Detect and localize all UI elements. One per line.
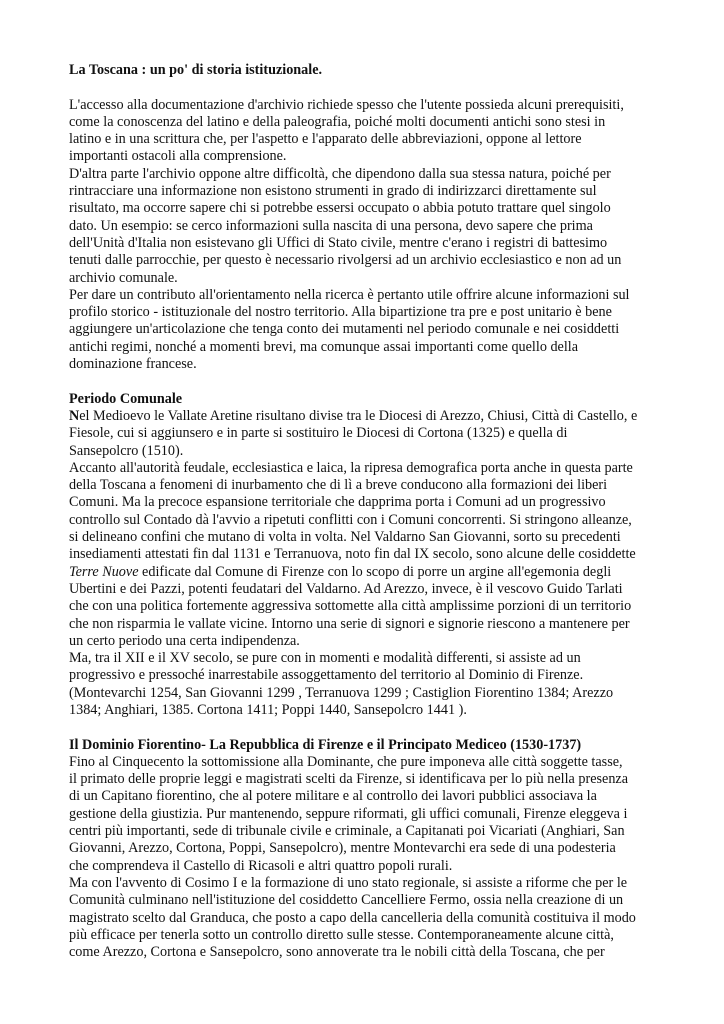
text-line: più efficace per tenerla sotto un controllo diretto sulle stesse. Contemporaneamente alcune città,: [69, 926, 614, 943]
drop-initial: N: [69, 407, 80, 424]
text-line: Per dare un contributo all'orientamento nella ricerca è pertanto utile offrire alcune informazioni sul: [69, 286, 630, 303]
text-line: gestione della giustizia. Pur mantenendo, seppure riformati, gli uffici comunali, Firenze eleggeva i: [69, 805, 628, 822]
paragraph-spacer: [69, 373, 669, 390]
text-line: Accanto all'autorità feudale, ecclesiastica e laica, la ripresa demografica porta anche in questa parte: [69, 459, 633, 476]
text-line: Fiesole, cui si aggiunsero e in parte si sostituiro le Diocesi di Cortona (1325) e quella di: [69, 425, 568, 442]
text-line: latino e in una scrittura che, per l'aspetto e l'apparato delle abbreviazioni, oppone al lettore: [69, 131, 582, 148]
text-line: antichi regimi, nonché a momenti brevi, ma comunque assai importanti come quello della: [69, 338, 579, 355]
text-line: [69, 408, 669, 425]
text-line: Ubertini e dei Pazzi, potenti feudatari del Valdarno. Ad Arezzo, invece, è il vescovo Guido Tarlati: [69, 580, 623, 597]
text-line: un certo periodo una certa indipendenza.: [69, 632, 300, 649]
text-line: Ma con l'avvento di Cosimo I e la formazione di uno stato regionale, si assiste a riforme che per le: [69, 874, 628, 891]
text-line: Comuni. Ma la precoce espansione territoriale che dapprima porta i Comuni ad un progressivo: [69, 494, 606, 511]
document-title: La Toscana : un po' di storia istituzionale.: [69, 62, 323, 78]
paragraph-spacer: [69, 719, 669, 736]
text-line: dominazione francese.: [69, 356, 197, 373]
dominio-section: [69, 737, 669, 962]
text-line: aggiungere un'articolazione che tenga conto dei mutamenti nel periodo comunale e nei cosiddetti: [69, 321, 620, 338]
text-line: centri più importanti, sede di tribunale civile e criminale, a Capitanati poi Vicariati (Anghiari, San: [69, 823, 625, 840]
text-line: della Toscana a fenomeni di inurbamento che di lì a breve conducono alla formazioni dei liberi: [69, 477, 608, 494]
text-line: Fino al Cinquecento la sottomissione alla Dominante, che pure imponeva alle città soggette tasse,: [69, 753, 623, 770]
text-line: insediamenti attestati fin dal 1131 e Terranuova, noto fin dal IX secolo, sono alcune delle cosiddette: [69, 546, 636, 563]
italic-term: Terre Nuove: [69, 563, 139, 580]
text-line: dell'Unità d'Italia non esistevano gli Uffici di Stato civile, mentre c'erano i registri di battesimo: [69, 234, 608, 251]
text-line: D'altra parte l'archivio oppone altre difficoltà, che dipendono dalla sua stessa natura, poiché per: [69, 165, 611, 182]
text-line: importanti ostacoli alla comprensione.: [69, 148, 287, 165]
text-line: controllo sul Contado dà l'avvio a ripetuti conflitti con i Comuni concorrenti. Si stringono alleanze,: [69, 511, 632, 528]
text-line: Ma, tra il XII e il XV secolo, se pure con in momenti e modalità differenti, si assiste ad un: [69, 650, 581, 667]
text-line: dato. Un esempio: se cerco informazioni sulla nascita di una persona, devo sapere che prima: [69, 217, 593, 234]
text-line: (Montevarchi 1254, San Giovanni 1299 , Terranuova 1299 ; Castiglion Fiorentino 1384; Arezzo: [69, 684, 614, 701]
text-line: Sansepolcro (1510).: [69, 442, 184, 459]
text-line: Comunità culminano nell'istituzione del cosiddetto Cancelliere Fermo, ossia nella creazione di un: [69, 892, 624, 909]
text-line: magistrato scelto dal Granduca, che posto a capo della cancelleria della comunità costituiva il modo: [69, 909, 636, 926]
text-fragment: edificate dal Comune di Firenze con lo scopo di porre un argine all'egemonia degli: [138, 563, 612, 580]
text-line: progressivo e pressoché inarrestabile assoggettamento del territorio al Dominio di Firenze.: [69, 667, 584, 684]
paragraph-spacer: [69, 79, 669, 96]
text-fragment: el Medioevo le Vallate Aretine risultano divise tra le Diocesi di Arezzo, Chiusi, Città di Castello, e: [79, 407, 638, 424]
document-page: [69, 62, 669, 961]
text-line: profilo storico - istituzionale del nostro territorio. Alla bipartizione tra pre e post unitario è bene: [69, 304, 612, 321]
text-line: 1384; Anghiari, 1385. Cortona 1411; Poppi 1440, Sansepolcro 1441 ).: [69, 701, 467, 718]
text-line: risultato, ma occorre sapere chi si potrebbe essersi occupato o abbia potuto trattare quel singolo: [69, 200, 611, 217]
text-line: L'accesso alla documentazione d'archivio richiede spesso che l'utente possieda alcuni prerequisiti,: [69, 96, 624, 113]
text-line: tenuti dalle parrocchie, per questo è necessario rivolgersi ad un archivio ecclesiastico e non ad un: [69, 252, 622, 269]
text-line: il primato delle proprie leggi e magistrati scelti da Firenze, si identificava per lo più nella presenza: [69, 771, 629, 788]
text-line: archivio comunale.: [69, 269, 178, 286]
intro-section: [69, 97, 669, 374]
text-line: che comprendeva il Castello di Ricasoli e altri quattro popoli rurali.: [69, 857, 453, 874]
text-line: come Arezzo, Cortona e Sansepolcro, sono annoverate tra le nobili città della Toscana, che per: [69, 944, 605, 961]
text-line: si delineano confini che mutano di volta in volta. Nel Valdarno San Giovanni, sorto su precedenti: [69, 529, 621, 546]
text-line: che non risparmia le vallate vicine. Intorno una serie di signori e signorie riescono a mantenere per: [69, 615, 630, 632]
text-line: come la conoscenza del latino e della paleografia, poiché molti documenti antichi sono stesi in: [69, 113, 606, 130]
text-line: che con una politica fortemente aggressiva sottomette alla città amplissime porzioni di un territorio: [69, 598, 632, 615]
text-line: rintracciare una informazione non esistono strumenti in grado di indirizzarci direttamente sul: [69, 183, 597, 200]
text-line: [69, 564, 669, 581]
section-heading: Periodo Comunale: [69, 390, 183, 407]
text-line: Giovanni, Arezzo, Cortona, Poppi, Sansepolcro), mentre Montevarchi era sede di una podesteria: [69, 840, 616, 857]
comunale-section: [69, 391, 669, 720]
text-line: di un Capitano fiorentino, che al potere militare e al controllo dei lavori pubblici associava la: [69, 788, 597, 805]
section-heading: Il Dominio Fiorentino- La Repubblica di Firenze e il Principato Mediceo (1530-1737): [69, 736, 582, 753]
